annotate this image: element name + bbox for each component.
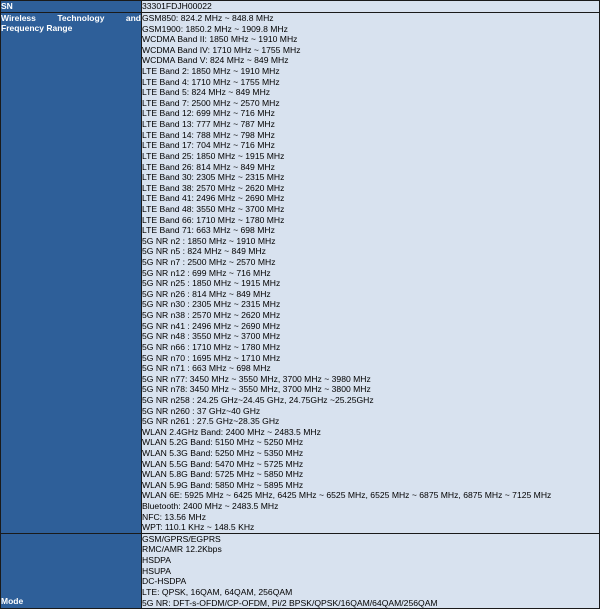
frequency-band-line: LTE Band 25: 1850 MHz ~ 1915 MHz xyxy=(142,150,285,161)
frequency-band-line: 5G NR n77: 3450 MHz ~ 3550 MHz, 3700 MHz ~ 3980 MHz xyxy=(142,373,371,384)
frequency-band-line: WLAN 6E: 5925 MHz ~ 6425 MHz, 6425 MHz ~ 6525 MHz, 6525 MHz ~ 6875 MHz, 6875 MHz ~ 7125 MHz xyxy=(142,490,552,501)
frequency-band-line: WLAN 5.8G Band: 5725 MHz ~ 5850 MHz xyxy=(142,469,304,480)
frequency-band-line: LTE Band 2: 1850 MHz ~ 1910 MHz xyxy=(142,66,280,77)
sn-label: SN xyxy=(1,1,13,11)
table-row-wireless xyxy=(1,13,600,534)
frequency-band-line: WLAN 5.2G Band: 5150 MHz ~ 5250 MHz xyxy=(142,437,304,448)
frequency-band-line: LTE Band 17: 704 MHz ~ 716 MHz xyxy=(142,140,275,151)
wireless-label xyxy=(1,13,141,33)
frequency-band-line: WLAN 2.4GHz Band: 2400 MHz ~ 2483.5 MHz xyxy=(142,426,321,437)
frequency-band-line: NFC: 13.56 MHz xyxy=(142,511,206,522)
table-row-mode xyxy=(1,533,600,608)
frequency-band-line: 5G NR n78: 3450 MHz ~ 3550 MHz, 3700 MHz ~ 3800 MHz xyxy=(142,384,371,395)
frequency-band-line: 5G NR n25 : 1850 MHz ~ 1915 MHz xyxy=(142,278,281,289)
frequency-band-line: WCDMA Band V: 824 MHz ~ 849 MHz xyxy=(142,55,289,66)
frequency-band-line: WCDMA Band IV: 1710 MHz ~ 1755 MHz xyxy=(142,44,301,55)
mode-label-cell xyxy=(1,533,142,608)
frequency-band-line: 5G NR n5 : 824 MHz ~ 849 MHz xyxy=(142,246,266,257)
frequency-band-line: 5G NR n30 : 2305 MHz ~ 2315 MHz xyxy=(142,299,281,310)
frequency-band-line: WLAN 5.9G Band: 5850 MHz ~ 5895 MHz xyxy=(142,479,304,490)
frequency-band-line: 5G NR n7 : 2500 MHz ~ 2570 MHz xyxy=(142,257,276,268)
sn-value: 33301FDJH00022 xyxy=(142,1,212,11)
frequency-band-line: LTE Band 14: 788 MHz ~ 798 MHz xyxy=(142,129,275,140)
frequency-band-line: 5G NR n41 : 2496 MHz ~ 2690 MHz xyxy=(142,320,281,331)
frequency-band-line: 5G NR n66 : 1710 MHz ~ 1780 MHz xyxy=(142,341,281,352)
wireless-label-cell xyxy=(1,13,142,534)
frequency-band-line: LTE Band 26: 814 MHz ~ 849 MHz xyxy=(142,161,275,172)
frequency-band-line: LTE Band 66: 1710 MHz ~ 1780 MHz xyxy=(142,214,285,225)
frequency-band-line: WLAN 5.5G Band: 5470 MHz ~ 5725 MHz xyxy=(142,458,304,469)
frequency-band-line: 5G NR n12 : 699 MHz ~ 716 MHz xyxy=(142,267,271,278)
frequency-band-line: LTE Band 30: 2305 MHz ~ 2315 MHz xyxy=(142,172,285,183)
mode-line: HSDPA xyxy=(142,555,171,566)
wireless-label-line-1: Wireless Technology and xyxy=(1,13,141,23)
frequency-band-line: 5G NR n71 : 663 MHz ~ 698 MHz xyxy=(142,363,271,374)
frequency-band-line: LTE Band 7: 2500 MHz ~ 2570 MHz xyxy=(142,97,280,108)
frequency-band-line: 5G NR n38 : 2570 MHz ~ 2620 MHz xyxy=(142,310,281,321)
wireless-values-cell xyxy=(142,13,600,534)
mode-line: HSUPA xyxy=(142,565,171,576)
frequency-band-line: LTE Band 4: 1710 MHz ~ 1755 MHz xyxy=(142,76,280,87)
frequency-band-line: 5G NR n70 : 1695 MHz ~ 1710 MHz xyxy=(142,352,281,363)
frequency-band-line: LTE Band 12: 699 MHz ~ 716 MHz xyxy=(142,108,275,119)
frequency-band-line: LTE Band 13: 777 MHz ~ 787 MHz xyxy=(142,119,275,130)
mode-label: Mode xyxy=(1,596,24,607)
frequency-band-line: LTE Band 5: 824 MHz ~ 849 MHz xyxy=(142,87,271,98)
wireless-label-line-2: Frequency Range xyxy=(1,23,73,33)
frequency-band-line: GSM1900: 1850.2 MHz ~ 1909.8 MHz xyxy=(142,23,288,34)
frequency-band-line: LTE Band 38: 2570 MHz ~ 2620 MHz xyxy=(142,182,285,193)
mode-line: LTE: QPSK, 16QAM, 64QAM, 256QAM xyxy=(142,586,293,597)
mode-line: 5G NR: DFT-s-OFDM/CP-OFDM, Pi/2 BPSK/QPSK/16QAM/64QAM/256QAM xyxy=(142,597,438,608)
mode-line: GSM/GPRS/EGPRS xyxy=(142,533,221,544)
frequency-band-line: LTE Band 48: 3550 MHz ~ 3700 MHz xyxy=(142,203,285,214)
frequency-band-line: 5G NR n26 : 814 MHz ~ 849 MHz xyxy=(142,288,271,299)
frequency-band-line: LTE Band 41: 2496 MHz ~ 2690 MHz xyxy=(142,193,285,204)
sn-value-cell xyxy=(142,1,600,13)
mode-line: RMC/AMR 12.2Kbps xyxy=(142,544,222,555)
frequency-band-line: 5G NR n261 : 27.5 GHz~28.35 GHz xyxy=(142,416,280,427)
frequency-band-line: Bluetooth: 2400 MHz ~ 2483.5 MHz xyxy=(142,501,279,512)
sn-label-cell xyxy=(1,1,142,13)
frequency-band-line: 5G NR n48 : 3550 MHz ~ 3700 MHz xyxy=(142,331,281,342)
frequency-band-line: GSM850: 824.2 MHz ~ 848.8 MHz xyxy=(142,13,274,23)
mode-values-cell xyxy=(142,533,600,608)
frequency-band-line: 5G NR n260 : 37 GHz~40 GHz xyxy=(142,405,261,416)
frequency-band-line: LTE Band 71: 663 MHz ~ 698 MHz xyxy=(142,225,275,236)
frequency-band-line: 5G NR n2 : 1850 MHz ~ 1910 MHz xyxy=(142,235,276,246)
frequency-band-line: 5G NR n258 : 24.25 GHz~24.45 GHz, 24.75GHz ~25.25GHz xyxy=(142,394,374,405)
frequency-band-line: WPT: 110.1 KHz ~ 148.5 KHz xyxy=(142,522,255,533)
mode-line: DC-HSDPA xyxy=(142,576,187,587)
frequency-band-line: WCDMA Band II: 1850 MHz ~ 1910 MHz xyxy=(142,34,298,45)
frequency-band-line: WLAN 5.3G Band: 5250 MHz ~ 5350 MHz xyxy=(142,447,304,458)
table-row-sn xyxy=(1,1,600,13)
